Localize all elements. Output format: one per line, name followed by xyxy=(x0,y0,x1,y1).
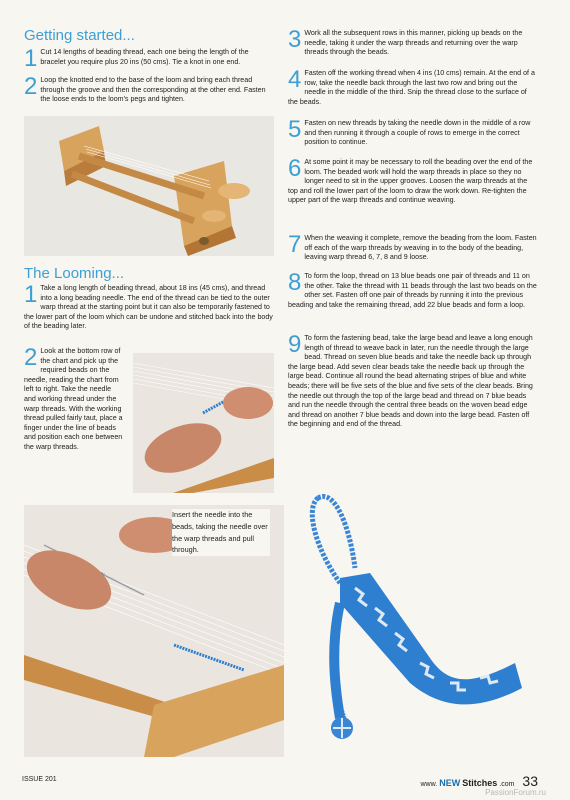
step-4 xyxy=(288,66,538,107)
getting-started-heading: Getting started... xyxy=(24,27,135,44)
loom-illustration xyxy=(24,116,274,256)
step-text: Loop the knotted end to the base of the loom and bring each thread through the groove and then the corresponding at the other end. Fasten the loose ends to the loom's pegs and tighten. xyxy=(40,76,266,104)
step-text: Take a long length of beading thread, about 18 ins (45 cms), and thread into a long beading needle. The end of the thread can be tied to the outer warp thread at the starting point but it can also be temporarily fastened to the lower part of the loom which can be undone and stitched back into the body of the beading later. xyxy=(24,284,273,331)
step-number: 9 xyxy=(288,331,302,358)
step-2-looming xyxy=(24,344,124,453)
site-prefix: www. xyxy=(420,781,438,788)
bracelet-illustration xyxy=(300,488,535,758)
step-text: Cut 14 lengths of beading thread, each one being the length of the bracelet you require plus 20 ins (50 cms). Tie a knot in one end. xyxy=(40,48,249,66)
step-number: 2 xyxy=(24,73,38,100)
step-3 xyxy=(288,26,538,58)
step-8 xyxy=(288,269,538,310)
step-1-getting-started xyxy=(24,45,274,72)
footer-site xyxy=(421,773,539,789)
step-5 xyxy=(288,116,538,148)
step-9 xyxy=(288,331,538,430)
step-2-getting-started xyxy=(24,73,274,105)
step-number: 5 xyxy=(288,116,302,143)
step-number: 6 xyxy=(288,155,302,182)
page-number: 33 xyxy=(522,773,538,789)
step-text: At some point it may be necessary to roll the beading over the end of the loom. The beaded work will hold the warp threads in place so they no longer need to sit in the upper grooves. Loosen the warp threads at the top and roll the lower part of the loom to draw the work down. Re-tighten the upper part of the warp threads and continue weaving. xyxy=(288,158,533,205)
step-number: 1 xyxy=(24,281,38,308)
step-6 xyxy=(288,155,538,206)
issue-label: ISSUE 201 xyxy=(22,776,57,783)
site-suffix: .com xyxy=(499,781,515,788)
step-1-looming xyxy=(24,281,274,332)
site-new: NEW xyxy=(439,778,461,788)
beaded-bracelet-photo xyxy=(300,488,535,758)
the-looming-heading: The Looming... xyxy=(24,265,125,282)
site-stitches: Stitches xyxy=(462,778,498,788)
step-text: Fasten on new threads by taking the needle down in the middle of a row and then running it through a couple of rows to emerge in the correct position to continue. xyxy=(304,119,531,147)
step-text: Fasten off the working thread when 4 ins (10 cms) remain. At the end of a row, take the needle back through the last two row and bring out the needle in the middle of the third. Snip the thread close to the surface of the beads. xyxy=(288,69,535,106)
step-number: 7 xyxy=(288,231,302,258)
step-number: 1 xyxy=(24,45,38,72)
step-text: To form the fastening bead, take the large bead and leave a long enough length of thread to weave back in later, run the needle through the large bead. Thread on seven blue beads and take the needle back up through the large bead. Add seven clear beads take the needle back up through the large bead. Continue all round the bead alternating stripes of blue and white beads; there will be five sets of the blue and five sets of the clear beads. Bring the needle out through the top of the large bead and thread on 7 blue beads and run the needle through the central three beads on the woven bead edge and thread on another 7 blue beads and down into the large bead. Fasten off the beginning and end of the thread. xyxy=(288,334,533,429)
hands-illustration xyxy=(133,353,274,493)
step-text: To form the loop, thread on 13 blue beads one pair of threads and 11 on the other. Take the thread with 11 beads through the last two beads on the other set. Fasten off one pair of threads by running it into the previous beading and take the remaining thread, add 22 blue beads and form a loop. xyxy=(288,272,537,309)
step-number: 3 xyxy=(288,26,302,53)
step-text: When the weaving it complete, remove the beading from the loom. Fasten off each of the warp threads by weaving in to the body of the beading, leaving warp thread 6, 7, 8 and 9 loose. xyxy=(304,234,537,262)
step-7 xyxy=(288,231,538,263)
bead-pickup-photo xyxy=(133,353,274,493)
loom-photo xyxy=(24,116,274,256)
step-number: 2 xyxy=(24,344,38,371)
step-text: Look at the bottom row of the chart and pick up the required beads on the needle, reading the chart from left to right. Take the needle and working thread under the warp threads. With the working thread pulled fairly taut, place a finger under the line of beads and position each one between the warp threads. xyxy=(24,347,123,451)
photo-caption: Insert the needle into the beads, taking the needle over the warp threads and pull through. xyxy=(172,509,270,556)
watermark-text: PassionForum.ru xyxy=(485,788,546,797)
step-number: 8 xyxy=(288,269,302,296)
step-number: 4 xyxy=(288,66,302,93)
step-text: Work all the subsequent rows in this manner, picking up beads on the needle, taking it under the warp threads and returning over the warp threads through the beads. xyxy=(304,29,523,57)
